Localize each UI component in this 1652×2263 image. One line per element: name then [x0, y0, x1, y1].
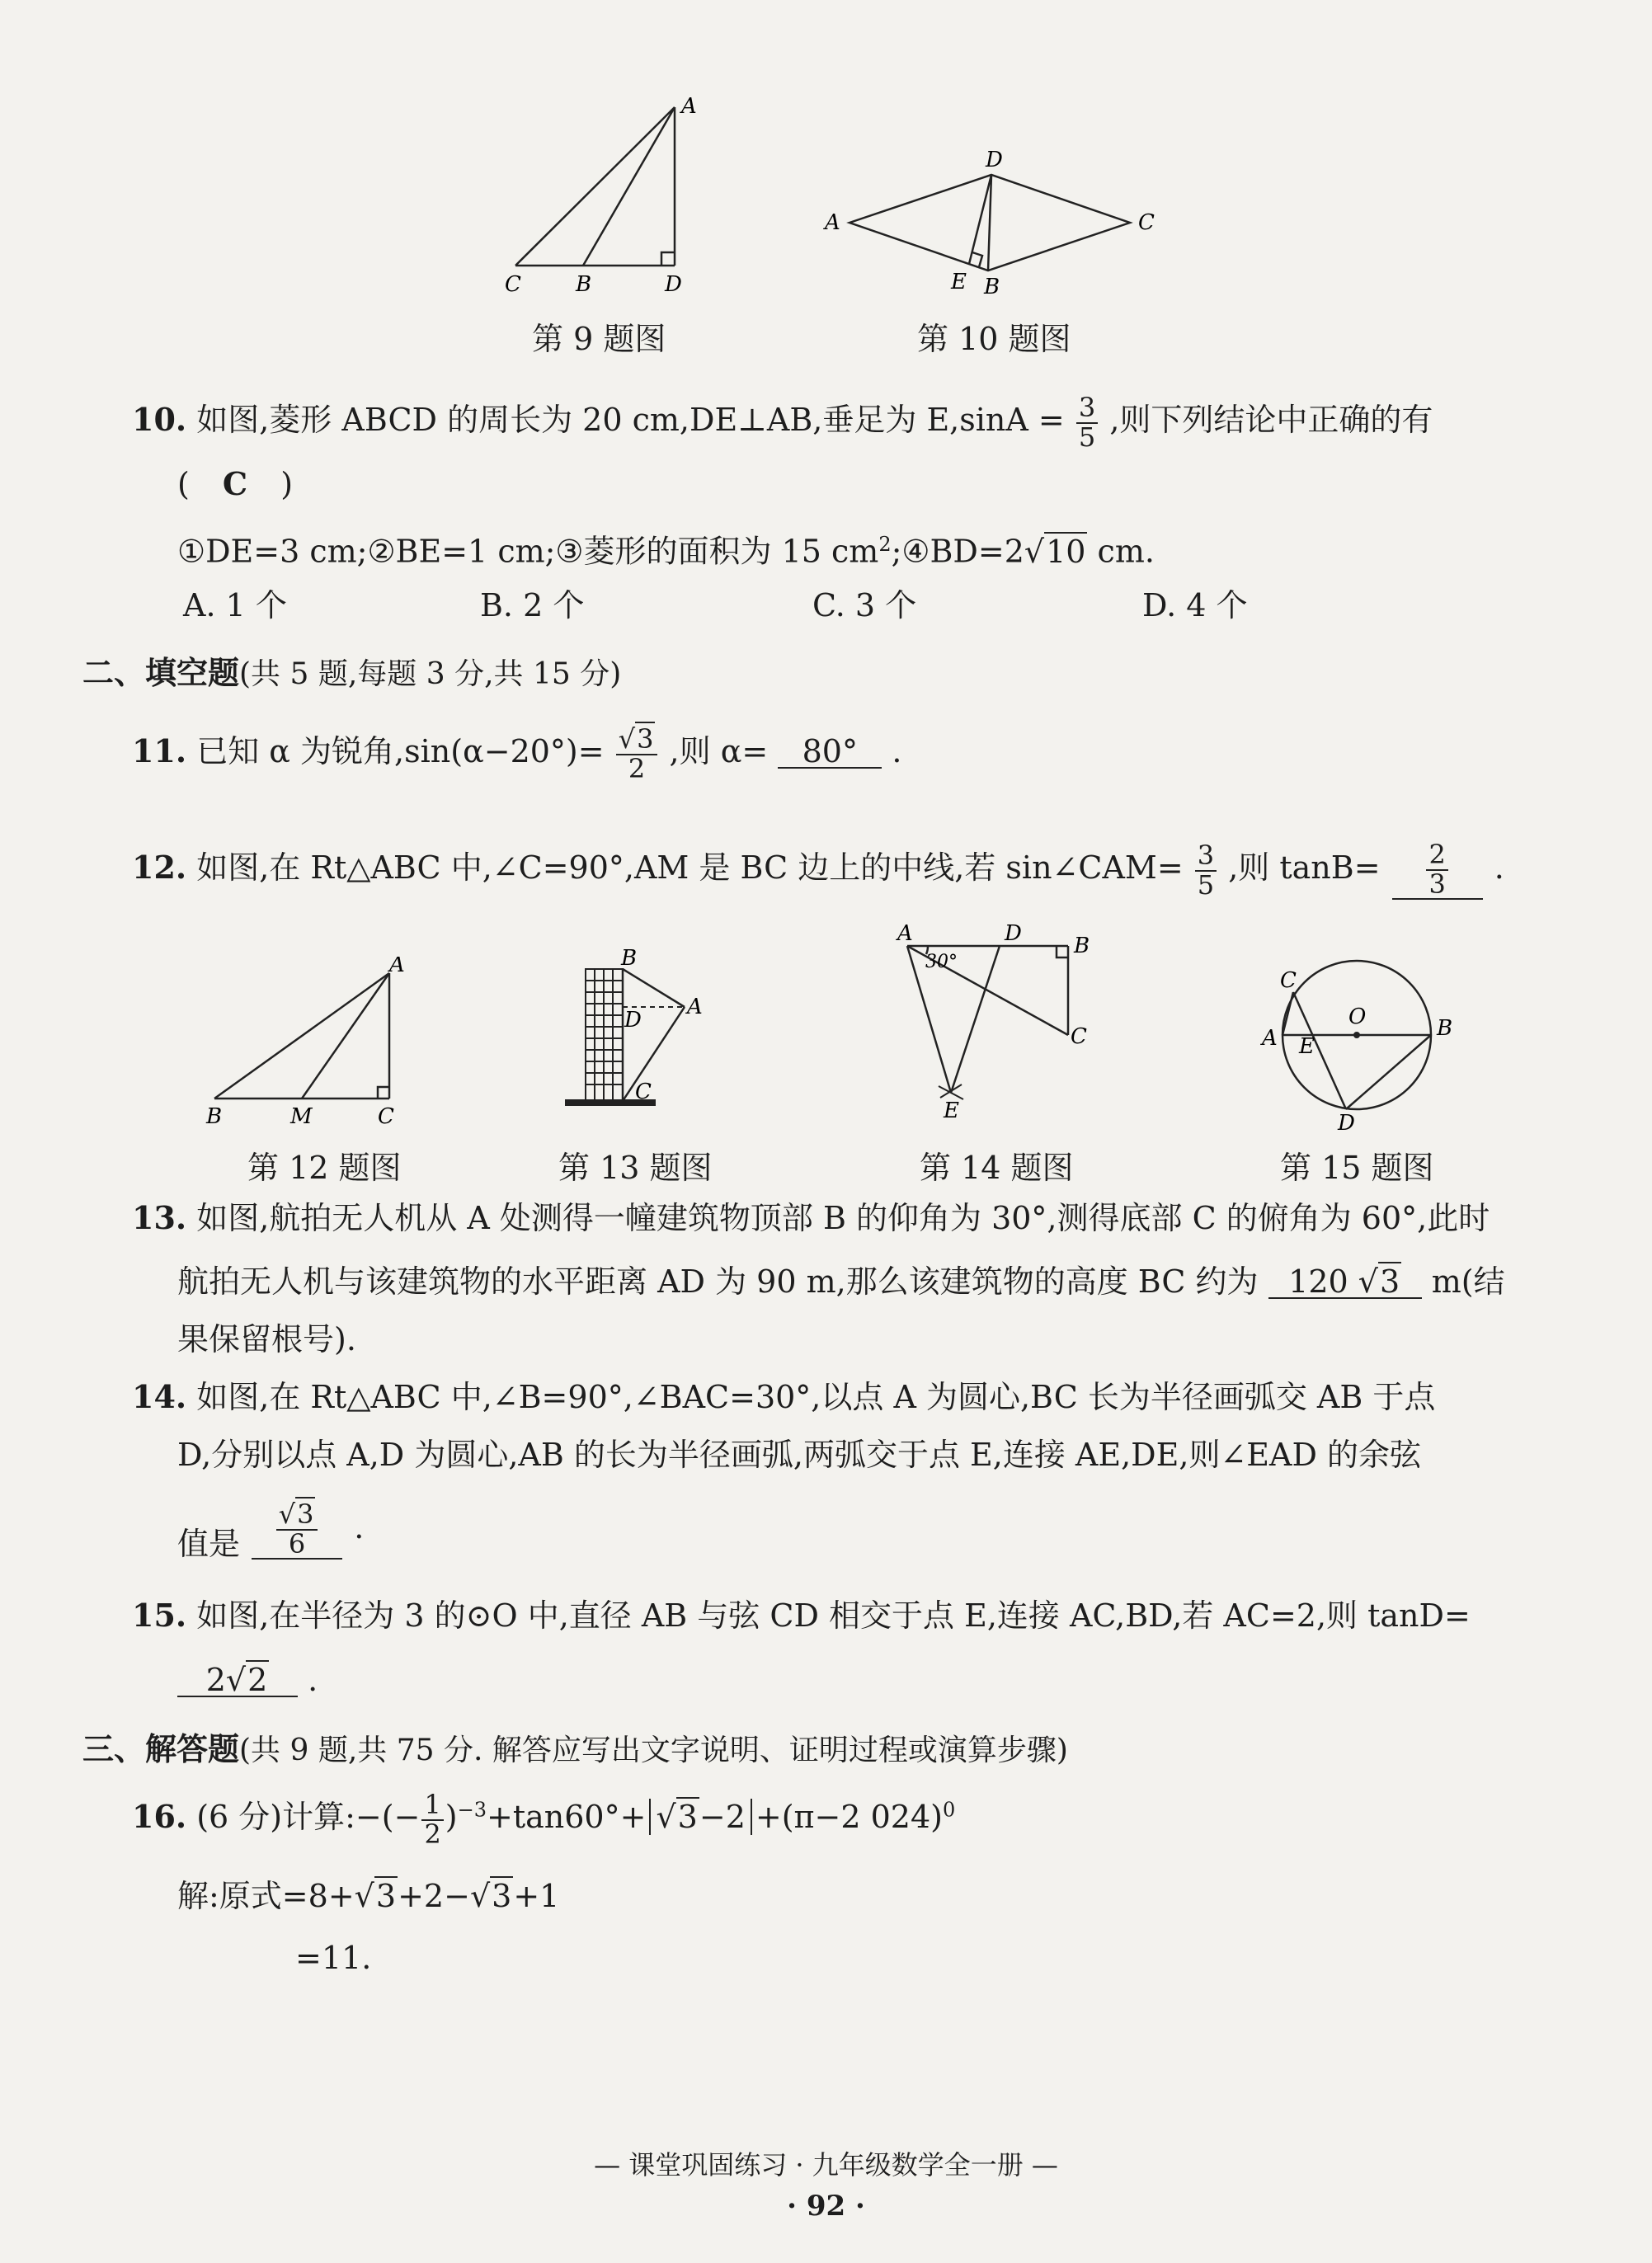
q16-text-b: ): [445, 1799, 458, 1836]
q10-text-a: 如图,菱形 ABCD 的周长为 20 cm,DE⊥AB,垂足为 E,sinA =: [196, 402, 1065, 439]
footer-page-number: · 92 ·: [787, 2190, 865, 2223]
q10-line1: [132, 394, 1433, 451]
q10-answer-open: (: [177, 466, 190, 502]
fig15-label-o: O: [1348, 1004, 1367, 1029]
fig15-line-ac: [1283, 992, 1293, 1035]
footer-title: — 课堂巩固练习 · 九年级数学全一册 —: [594, 2149, 1058, 2181]
q10-answer: C: [222, 465, 248, 502]
q14-line1: [132, 1378, 1436, 1415]
fig10-caption: 第 10 题图: [917, 321, 1071, 357]
q10-text-b: ,则下列结论中正确的有: [1109, 402, 1433, 439]
q12-text-a: 如图,在 Rt△ABC 中,∠C=90°,AM 是 BC 边上的中线,若 sin∠CAM=: [196, 849, 1184, 887]
fig10-label-c: C: [1138, 210, 1155, 235]
q10-option-d: D. 4 个: [1142, 587, 1248, 623]
q13-line1: [132, 1199, 1490, 1236]
fig14-label-c: C: [1071, 1024, 1087, 1049]
q10-number: 10.: [132, 401, 187, 439]
q15-line1: [132, 1597, 1471, 1634]
q13-answer-rad: 3: [1379, 1263, 1400, 1300]
q16-sol-mid: +2−: [398, 1878, 470, 1914]
q11-frac-den: 2: [628, 752, 646, 784]
fig15-line-bd: [1346, 1035, 1431, 1109]
q16-sol-label: 解:原式=8+: [177, 1878, 355, 1914]
section3-heading: [82, 1724, 1068, 1769]
fig10-label-d: D: [986, 148, 1003, 172]
q11-frac-num: √3: [616, 726, 658, 755]
q14-line3: [177, 1498, 365, 1563]
q10-frac-den: 5: [1078, 421, 1096, 453]
section2-note: (共 5 题,每题 3 分,共 15 分): [239, 657, 622, 691]
q10-statements-sup: 2: [878, 533, 892, 556]
q15-answer: 2√2: [177, 1664, 298, 1697]
fig12-label-c: C: [378, 1104, 394, 1129]
fig13-label-a: A: [687, 995, 703, 1019]
figure-14: [891, 911, 1113, 1126]
q10-fraction: [1076, 394, 1098, 451]
fig14-line-de: [951, 946, 1000, 1093]
q10-statements: [177, 533, 1155, 570]
fig10-label-a: A: [825, 210, 840, 235]
fig14-right-angle: [1057, 946, 1068, 957]
fig12-label-a: A: [389, 957, 405, 977]
q13-number: 13.: [132, 1199, 187, 1236]
fig12-caption: 第 12 题图: [247, 1150, 402, 1186]
fig12-label-b: B: [206, 1104, 223, 1129]
fig13-label-b: B: [621, 946, 638, 971]
q14-line3-a: 值是: [177, 1526, 241, 1563]
q10-sqrt: √10: [1024, 533, 1086, 570]
q15-answer-rad: 2: [247, 1662, 268, 1698]
q12-answer: [1392, 841, 1483, 900]
section2-title: 二、填空题: [82, 654, 240, 691]
q11-text-a: 已知 α 为锐角,sin(α−20°)=: [196, 733, 605, 770]
fig10-label-e: E: [951, 270, 967, 294]
q13-answer: 120 √3: [1268, 1266, 1422, 1299]
fig9-label-d: D: [665, 272, 682, 297]
q14-number: 14.: [132, 1378, 187, 1415]
q10-option-b: B. 2 个: [480, 587, 585, 623]
q10-answer-close: ): [280, 466, 294, 502]
fig14-caption: 第 14 题图: [920, 1150, 1074, 1186]
fig9-line-ca: [515, 107, 675, 266]
fig13-windows: [586, 969, 623, 1101]
q11-text-c: .: [892, 733, 902, 770]
q16-line: [132, 1791, 955, 1848]
q16-sol-rad2: 3: [492, 1878, 512, 1914]
fig15-center-dot: [1353, 1032, 1360, 1038]
fig12-line-ma: [302, 973, 389, 1099]
q12-text-b: ,则 tanB=: [1228, 849, 1381, 887]
q15-number: 15.: [132, 1597, 187, 1634]
q15-line2-b: .: [308, 1662, 318, 1698]
q12-number: 12.: [132, 849, 187, 887]
q12-line: [132, 841, 1504, 900]
q16-abs-rad: 3: [677, 1799, 698, 1836]
fig14-label-b: B: [1074, 934, 1090, 958]
q16-sol-rad1: 3: [375, 1878, 397, 1914]
figure-13: [557, 944, 722, 1126]
q10-answer-line: [177, 465, 294, 502]
fig15-label-b: B: [1437, 1016, 1453, 1041]
fig9-caption: 第 9 题图: [532, 321, 666, 357]
fig15-label-d: D: [1338, 1111, 1355, 1130]
q15-answer-coef: 2: [205, 1662, 226, 1698]
q13-line2-a: 航拍无人机与该建筑物的水平距离 AD 为 90 m,那么该建筑物的高度 BC 约为: [177, 1263, 1259, 1300]
q14-answer-num-rad: 3: [297, 1498, 314, 1530]
q16-text-d: +(π−2 024): [755, 1799, 943, 1836]
q14-answer-num: √3: [276, 1501, 318, 1531]
q14-line1-text: 如图,在 Rt△ABC 中,∠B=90°,∠BAC=30°,以点 A 为圆心,BC 长为半径画弧交 AB 于点: [196, 1379, 1436, 1415]
q10-statements-c: cm.: [1087, 533, 1155, 570]
q16-frac-den: 2: [424, 1818, 441, 1850]
q16-sol-tail: +1: [513, 1878, 560, 1914]
q13-answer-coef: 120: [1288, 1263, 1348, 1300]
q11-answer: 80°: [778, 736, 882, 769]
q12-frac-num: 3: [1195, 842, 1217, 872]
q13-line1-text: 如图,航拍无人机从 A 处测得一幢建筑物顶部 B 的仰角为 30°,测得底部 C 的俯角为 60°,此时: [196, 1200, 1490, 1236]
fig9-label-b: B: [576, 272, 592, 297]
figure-10: [821, 140, 1167, 305]
q13-line2: [177, 1263, 1505, 1300]
fig10-label-b: B: [984, 275, 1000, 299]
fig13-label-d: D: [624, 1008, 642, 1033]
q14-answer-den: 6: [288, 1527, 306, 1560]
q16-abs: √3−2: [649, 1799, 751, 1835]
q16-sup1: −3: [457, 1798, 487, 1822]
fig9-right-angle: [661, 252, 675, 266]
fig14-label-e: E: [944, 1099, 959, 1123]
q15-line1-text: 如图,在半径为 3 的⊙O 中,直径 AB 与弦 CD 相交于点 E,连接 AC,BD,若 AC=2,则 tanD=: [196, 1597, 1471, 1634]
q11-fraction: [616, 723, 658, 784]
fig9-label-c: C: [505, 272, 521, 297]
fig9-label-a: A: [681, 95, 697, 119]
q11-line: [132, 723, 902, 784]
fig14-label-angle: 30°: [925, 952, 958, 972]
fig13-caption: 第 13 题图: [558, 1150, 713, 1186]
q10-option-c: C. 3 个: [812, 587, 917, 623]
q16-abs-tail: −2: [699, 1799, 746, 1836]
q15-line2: [177, 1664, 318, 1697]
section3-title: 三、解答题: [82, 1730, 240, 1767]
fig13-line-ab: [623, 969, 685, 1007]
figure-15: [1245, 953, 1468, 1130]
section2-heading: [82, 647, 621, 693]
q10-option-a: A. 1 个: [183, 587, 287, 623]
q16-fraction: [421, 1791, 443, 1848]
fig12-right-angle: [378, 1087, 389, 1099]
figure-9: [495, 95, 709, 301]
q10-frac-num: 3: [1076, 394, 1098, 424]
fig12-label-m: M: [290, 1104, 313, 1129]
fig15-label-e: E: [1299, 1034, 1315, 1059]
q14-answer: [252, 1498, 342, 1560]
figure-12: [198, 957, 412, 1130]
q14-line2: D,分别以点 A,D 为圆心,AB 的长为半径画弧,两弧交于点 E,连接 AE,DE,则∠EAD 的余弦: [177, 1437, 1422, 1473]
q11-frac-num-rad: 3: [637, 723, 654, 755]
q11-text-b: ,则 α=: [669, 733, 769, 770]
q12-frac-den: 5: [1197, 868, 1215, 901]
q12-answer-den: 3: [1428, 868, 1446, 900]
q16-solution-line2: =11.: [295, 1940, 372, 1976]
q13-line3: 果保留根号).: [177, 1321, 356, 1357]
fig15-label-c: C: [1280, 968, 1297, 993]
q10-statements-a: ①DE=3 cm;②BE=1 cm;③菱形的面积为 15 cm: [177, 533, 879, 570]
fig15-caption: 第 15 题图: [1280, 1150, 1434, 1186]
fig14-arc-marks: [939, 1084, 963, 1099]
fig15-label-a: A: [1262, 1026, 1278, 1051]
fig9-line-ba: [583, 107, 675, 266]
fig13-label-c: C: [635, 1080, 652, 1104]
fig12-line-ba: [214, 973, 389, 1099]
section3-note: (共 9 题,共 75 分. 解答应写出文字说明、证明过程或演算步骤): [239, 1734, 1068, 1767]
q13-line2-b: m(结: [1431, 1263, 1505, 1300]
q14-line3-b: .: [354, 1509, 365, 1546]
q16-sup2: 0: [942, 1798, 956, 1822]
fig14-label-a: A: [897, 921, 913, 946]
q12-text-c: .: [1494, 849, 1504, 887]
q10-statements-b: ;④BD=2: [891, 533, 1024, 570]
fig14-label-d: D: [1005, 921, 1022, 946]
q11-number: 11.: [132, 732, 187, 770]
q16-solution-line1: 解:原式=8+√3+2−√3+1: [177, 1878, 560, 1914]
q16-number: 16.: [132, 1798, 187, 1836]
q16-frac-num: 1: [421, 1791, 443, 1821]
q12-answer-num: 2: [1426, 841, 1447, 871]
q16-text-a: (6 分)计算:−(−: [196, 1799, 421, 1836]
q10-statements-rad: 10: [1046, 533, 1086, 570]
q12-fraction: [1195, 842, 1217, 899]
q16-text-c: +tan60°+: [487, 1799, 647, 1836]
